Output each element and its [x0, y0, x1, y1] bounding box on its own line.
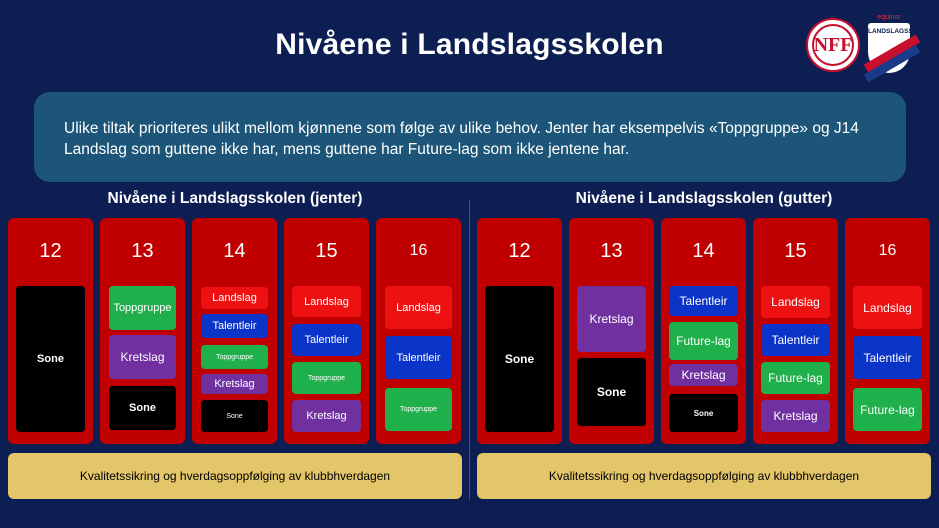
level-talentleir: Talentleir — [292, 324, 361, 356]
level-sone: Sone — [577, 358, 646, 426]
level-sone: Sone — [485, 286, 554, 432]
age-label: 14 — [692, 240, 715, 262]
level-talentleir: Talentleir — [669, 286, 738, 316]
level-kretslag: Kretslag — [669, 364, 738, 386]
level-kretslag: Kretslag — [761, 400, 830, 432]
shield-icon — [868, 23, 931, 73]
level-talentleir: Talentleir — [761, 324, 830, 356]
age-label: 16 — [878, 242, 897, 259]
intro-text: Ulike tiltak prioriteres ulikt mellom kjønnene som følge av ulike behov. Jenter har eksempelvis «Toppgruppe» og J14 Landslag som guttene ikke har, mens guttene har Future-lag som ikke jentene har. — [34, 92, 906, 182]
boys-age-12-column — [477, 218, 562, 444]
boys-age-16-column — [845, 218, 930, 444]
level-kretslag: Kretslag — [109, 335, 176, 379]
level-toppgruppe: Toppgruppe — [201, 345, 268, 369]
page-title: Nivåene i Landslagsskolen — [275, 28, 664, 61]
level-sone: Sone — [201, 400, 268, 432]
level-future-lag: Future-lag — [853, 388, 922, 431]
level-landslag: Landslag — [292, 286, 361, 317]
age-label: 15 — [315, 240, 338, 262]
girls-section-title: Nivåene i Landslagsskolen (jenter) — [107, 190, 363, 207]
section-divider — [469, 200, 470, 500]
boys-age-15-column — [753, 218, 838, 444]
level-kretslag: Kretslag — [577, 286, 646, 352]
landslagsskole-text: LANDSLAGSSKOLE — [868, 28, 931, 35]
age-label: 12 — [508, 240, 531, 262]
level-landslag: Landslag — [385, 286, 452, 329]
boys-section-title: Nivåene i Landslagsskolen (gutter) — [575, 190, 833, 207]
age-label: 15 — [784, 240, 807, 262]
level-landslag: Landslag — [201, 287, 268, 309]
landslagsskole-logo — [866, 14, 931, 76]
boys-age-14-column — [661, 218, 746, 444]
girls-age-14-column — [192, 218, 277, 444]
level-sone: Sone — [669, 394, 738, 432]
boys-age-13-column — [569, 218, 654, 444]
level-sone: Sone — [109, 386, 176, 430]
age-label: 13 — [131, 240, 154, 262]
level-toppgruppe: Toppgruppe — [385, 388, 452, 431]
age-label: 12 — [39, 240, 62, 262]
age-label: 16 — [409, 242, 428, 259]
level-talentleir: Talentleir — [201, 314, 268, 338]
nff-logo — [806, 18, 860, 72]
boys-footer: Kvalitetssikring og hverdagsoppfølging av klubbhverdagen — [477, 453, 931, 499]
level-kretslag: Kretslag — [201, 374, 268, 394]
age-label: 14 — [223, 240, 246, 262]
girls-age-12-column — [8, 218, 93, 444]
level-sone: Sone — [16, 286, 85, 432]
level-toppgruppe: Toppgruppe — [292, 362, 361, 394]
level-landslag: Landslag — [761, 286, 830, 318]
girls-age-15-column — [284, 218, 369, 444]
level-future-lag: Future-lag — [669, 322, 738, 360]
level-future-lag: Future-lag — [761, 362, 830, 394]
nff-logo-text: NFF — [812, 24, 854, 66]
level-kretslag: Kretslag — [292, 400, 361, 432]
sponsor-text: equinor — [877, 14, 901, 21]
girls-age-13-column — [100, 218, 185, 444]
level-talentleir: Talentleir — [853, 336, 922, 379]
age-label: 13 — [600, 240, 623, 262]
level-talentleir: Talentleir — [385, 336, 452, 379]
level-landslag: Landslag — [853, 286, 922, 329]
girls-age-16-column — [376, 218, 461, 444]
level-toppgruppe: Toppgruppe — [109, 286, 176, 330]
girls-footer: Kvalitetssikring og hverdagsoppfølging av klubbhverdagen — [8, 453, 462, 499]
